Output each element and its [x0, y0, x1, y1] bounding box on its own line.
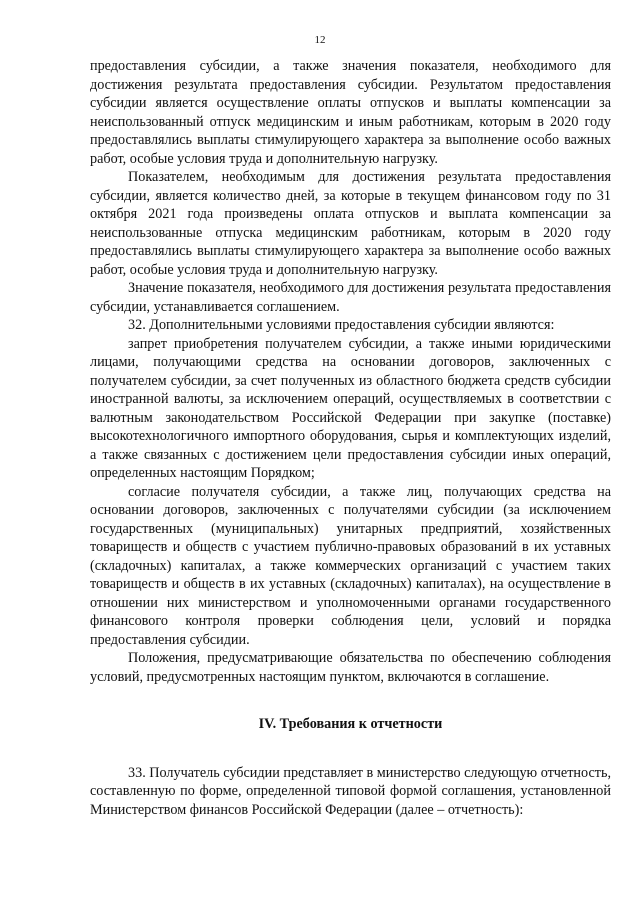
paragraph-indicator: Показателем, необходимым для достижения результата предоставления субсидии, является количество дней, за которые в текущем финансовом году по 31 октября 2021 года произведены оплата отпусков и выплата компенсации за неиспользованные отпуска медицинским работникам, которым в 2020 году предоставлялись выплаты стимулирующего характера за выполнение особо важных работ, особые условия труда и дополнительную нагрузку. [90, 169, 611, 278]
paragraph-audit-consent: согласие получателя субсидии, а также лиц, получающих средства на основании договоров, заключенных с получателями субсидии (за исключением государственных (муниципальных) унитарных предприятий, хозяйственных товариществ и обществ с участием публично-правовых образований в их уставных (складочных) капиталах, а также коммерческих организаций с участием таких товариществ и обществ в их уставных (складочных) капиталах), на осуществление в отношении них министерством и уполномоченными органами государственного финансового контроля проверки соблюдения цели, условий и порядка предоставления субсидии. [90, 483, 611, 648]
paragraph-agreement-provisions: Положения, предусматривающие обязательства по обеспечению соблюдения условий, предусмотренных настоящим пунктом, включаются в соглашение. [90, 650, 611, 685]
paragraph-indicator-value: Значение показателя, необходимого для достижения результата предоставления субсидии, устанавливается соглашением. [90, 280, 611, 315]
paragraph-clause-32: 32. Дополнительными условиями предоставления субсидии являются: [128, 317, 555, 333]
paragraph-currency-ban: запрет приобретения получателем субсидии, а также иными юридическими лицами, получающими средства на основании договоров, заключенных с получателем субсидии, за счет полученных из областного бюджета средств субсидии иностранной валюты, за исключением операций, осуществляемых в соответствии с валютным законодательством Российской Федерации при закупке (поставке) высокотехнологичного импортного оборудования, сырья и комплектующих изделий, а также связанных с достижением цели предоставления субсидии иных операций, определенных настоящим Порядком; [90, 335, 611, 481]
section-heading-reporting: IV. Требования к отчетности [258, 716, 443, 732]
page-number: 12 [314, 34, 326, 46]
document-body [90, 57, 611, 819]
paragraph-result-definition: предоставления субсидии, а также значения показателя, необходимого для достижения результата предоставления субсидии. Результатом предоставления субсидии является осуществление оплаты отпусков и выплаты компенсации за неиспользованный отпуск медицинским и иным работникам, которым в 2020 году предоставлялись выплаты стимулирующего характера за выполнение особо важных работ, особые условия труда и дополнительную нагрузку. [90, 58, 611, 167]
paragraph-clause-33: 33. Получатель субсидии представляет в министерство следующую отчетность, составленную по форме, определенной типовой формой соглашения, установленной Министерством финансов Российской Федерации (далее – отчетность): [90, 764, 611, 818]
